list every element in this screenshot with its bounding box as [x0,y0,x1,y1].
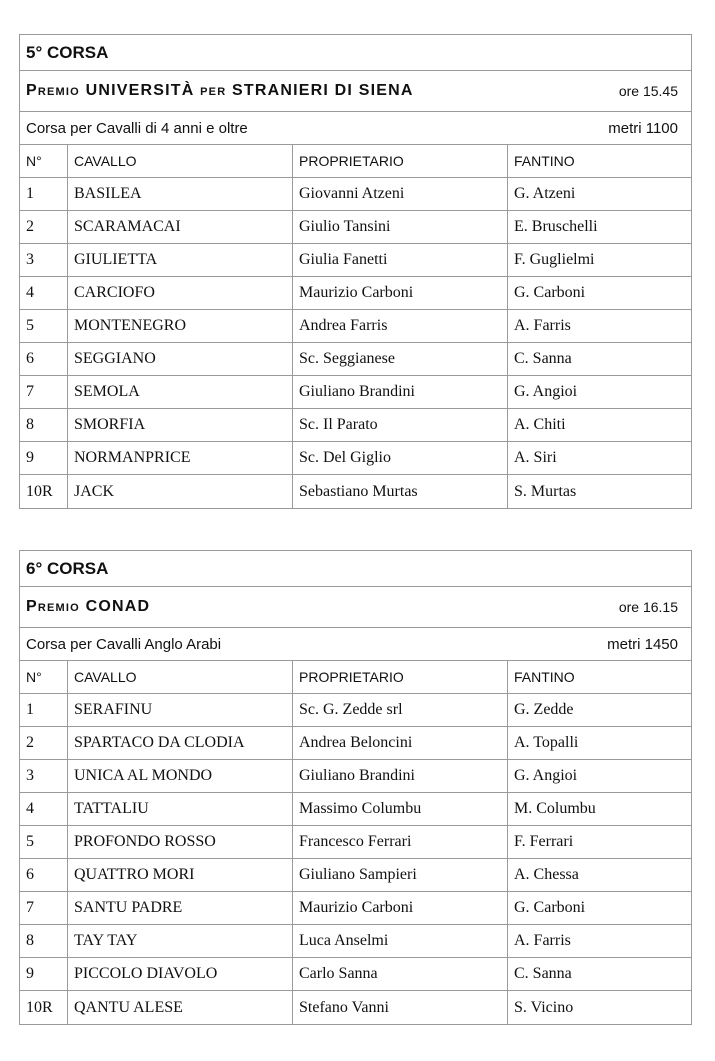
horse-number: 3 [20,244,68,276]
header-owner: PROPRIETARIO [293,145,508,177]
horse-number: 7 [20,892,68,924]
header-number: N° [20,661,68,693]
header-owner: PROPRIETARIO [293,661,508,693]
owner-name: Maurizio Carboni [293,892,508,924]
owner-name: Massimo Columbu [293,793,508,825]
horse-name: SMORFIA [68,409,293,441]
horse-name: PROFONDO ROSSO [68,826,293,858]
horse-number: 6 [20,859,68,891]
premio-row [20,587,691,628]
horse-name: SANTU PADRE [68,892,293,924]
horse-name: UNICA AL MONDO [68,760,293,792]
table-row [20,310,691,343]
jockey-name: A. Siri [514,449,557,466]
race-distance: metri 1100 [608,119,678,137]
jockey-name: A. Farris [514,932,571,949]
jockey-name: C. Sanna [514,350,572,367]
table-row [20,991,691,1024]
horse-number: 6 [20,343,68,375]
horse-name: SERAFINU [68,694,293,726]
horse-number: 1 [20,694,68,726]
owner-name: Giuliano Sampieri [293,859,508,891]
table-row [20,826,691,859]
owner-name: Giulio Tansini [293,211,508,243]
table-row [20,892,691,925]
horse-name: QUATTRO MORI [68,859,293,891]
horse-number: 4 [20,277,68,309]
horse-name: GIULIETTA [68,244,293,276]
horse-name: SCARAMACAI [68,211,293,243]
owner-name: Sc. Il Parato [293,409,508,441]
race-table-6 [19,550,692,1025]
jockey-name: G. Atzeni [514,185,576,202]
owner-name: Carlo Sanna [293,958,508,990]
jockey-name: M. Columbu [514,800,596,817]
horse-number: 2 [20,211,68,243]
table-row [20,859,691,892]
race-time: ore 16.15 [618,599,678,615]
horse-name: BASILEA [68,178,293,210]
owner-name: Giulia Fanetti [293,244,508,276]
race-conditions: Corsa per Cavalli Anglo Arabi [26,635,222,653]
horse-name: PICCOLO DIAVOLO [68,958,293,990]
table-row [20,211,691,244]
horse-number: 5 [20,310,68,342]
owner-name: Andrea Farris [293,310,508,342]
table-row [20,793,691,826]
jockey-name: S. Vicino [514,998,574,1016]
race-time: ore 15.45 [618,83,678,99]
horse-number: 9 [20,958,68,990]
horse-number: 7 [20,376,68,408]
horse-number: 3 [20,760,68,792]
table-row [20,343,691,376]
horse-name: SEMOLA [68,376,293,408]
horse-number: 4 [20,793,68,825]
owner-name: Giuliano Brandini [293,760,508,792]
owner-name: Sc. Seggianese [293,343,508,375]
horse-name: TAY TAY [68,925,293,957]
table-row [20,277,691,310]
table-row [20,442,691,475]
header-number: N° [20,145,68,177]
premio-name: Premio CONAD [26,598,151,615]
owner-name: Sebastiano Murtas [293,475,508,508]
header-horse: CAVALLO [68,145,293,177]
owner-name: Stefano Vanni [293,991,508,1024]
horse-number: 8 [20,409,68,441]
owner-name: Francesco Ferrari [293,826,508,858]
race-info-row [20,112,691,145]
jockey-name: F. Guglielmi [514,251,595,268]
race-title: 6° CORSA [20,551,691,587]
horse-number: 10R [20,991,68,1024]
jockey-name: E. Bruschelli [514,218,598,235]
owner-name: Sc. G. Zedde srl [293,694,508,726]
horse-name: CARCIOFO [68,277,293,309]
table-row [20,475,691,508]
horse-number: 9 [20,442,68,474]
table-row [20,925,691,958]
table-row [20,376,691,409]
header-horse: CAVALLO [68,661,293,693]
race-table-5 [19,34,692,509]
table-header [20,661,691,694]
premio-row [20,71,691,112]
table-row [20,958,691,991]
horse-number: 8 [20,925,68,957]
table-row [20,694,691,727]
horse-name: TATTALIU [68,793,293,825]
owner-name: Luca Anselmi [293,925,508,957]
jockey-name: A. Topalli [514,734,579,751]
premio-name: Premio UNIVERSITÀ per STRANIERI DI SIENA [26,82,414,99]
jockey-name: G. Carboni [514,284,586,301]
table-header [20,145,691,178]
table-row [20,409,691,442]
horse-name: SEGGIANO [68,343,293,375]
horse-number: 10R [20,475,68,508]
race-title: 5° CORSA [20,35,691,71]
jockey-name: G. Angioi [514,383,578,400]
table-row [20,727,691,760]
jockey-name: S. Murtas [514,482,577,500]
jockey-name: F. Ferrari [514,833,574,850]
horse-name: NORMANPRICE [68,442,293,474]
horse-name: SPARTACO DA CLODIA [68,727,293,759]
table-row [20,244,691,277]
jockey-name: A. Chiti [514,416,566,433]
jockey-name: G. Angioi [514,767,578,784]
jockey-name: A. Chessa [514,866,579,883]
owner-name: Sc. Del Giglio [293,442,508,474]
header-jockey: FANTINO [514,669,575,685]
horse-name: MONTENEGRO [68,310,293,342]
jockey-name: A. Farris [514,317,571,334]
owner-name: Giuliano Brandini [293,376,508,408]
jockey-name: C. Sanna [514,965,572,982]
jockey-name: G. Carboni [514,899,586,916]
owner-name: Giovanni Atzeni [293,178,508,210]
horse-number: 1 [20,178,68,210]
jockey-name: G. Zedde [514,701,574,718]
owner-name: Andrea Beloncini [293,727,508,759]
horse-number: 5 [20,826,68,858]
owner-name: Maurizio Carboni [293,277,508,309]
table-row [20,178,691,211]
horse-name: QANTU ALESE [68,991,293,1024]
race-info-row [20,628,691,661]
horse-number: 2 [20,727,68,759]
header-jockey: FANTINO [514,153,575,169]
horse-name: JACK [68,475,293,508]
table-row [20,760,691,793]
race-conditions: Corsa per Cavalli di 4 anni e oltre [26,119,248,137]
race-distance: metri 1450 [607,635,678,653]
